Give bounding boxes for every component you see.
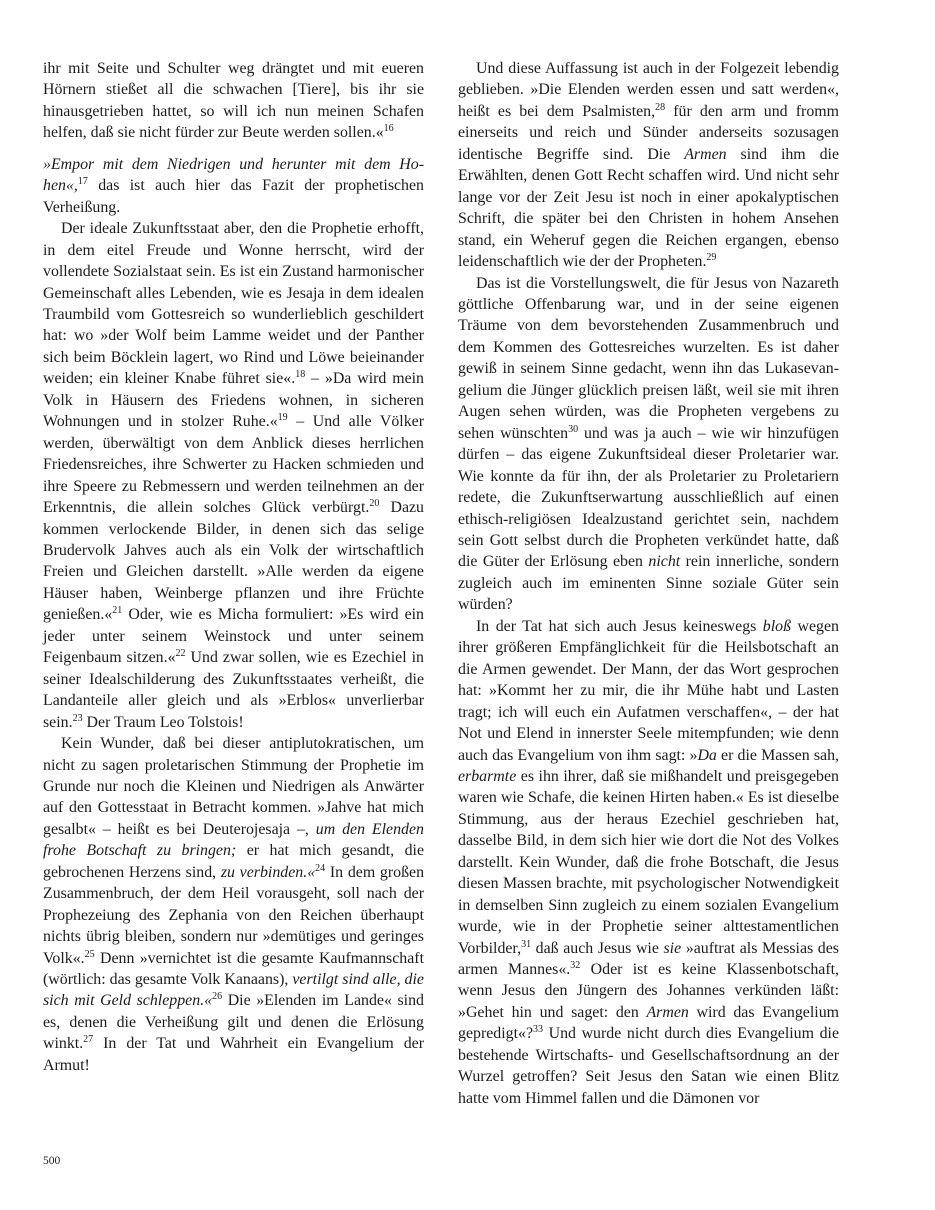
italic-text: Armen (684, 145, 727, 163)
italic-text: »Empor mit dem Niedrigen und herunter mit dem Hohen«, (43, 155, 424, 195)
italic-text: erbarmte (458, 767, 517, 785)
text-run: daß auch Jesus wie (531, 939, 664, 957)
footnote-marker: 29 (706, 252, 717, 264)
text-run: »auftrat als Messias des armen Mannes«. (458, 939, 839, 979)
italic-text: nicht (648, 553, 681, 571)
paragraph (43, 154, 424, 218)
paragraph (43, 218, 424, 733)
italic-text: zu verbinden.« (220, 863, 316, 881)
text-run: rein innerliche, sondern zugleich auch im eminenten Sinne soziale Güter sein würden? (458, 553, 840, 614)
text-run: Dazu kommen verlockende Bilder, in denen sich das selige Brudervolk Jahves auch als ein Volk der wirtschaftlich Freien und Gleichen darstellt. »Alle werden da eigene Häuser haben, Weinberge pflanzen und ihre Früchte genießen.« (43, 499, 425, 624)
text-run: wird das Evangelium gepredigt«? (458, 1003, 839, 1043)
text-run: In der Tat und Wahrheit ein Evangelium der Armut! (43, 1035, 424, 1074)
footnote-marker: 26 (212, 991, 223, 1003)
text-run: Und zwar sollen, wie es Ezechiel in seiner Idealschilderung des Zukunftsstaates verheißt, die Landanteile aller gleich und als »Erblos« unverlierbar sein. (43, 649, 424, 731)
text-run: sind ihm die Erwählten, denen Gott Recht schaffen wird. Und nicht sehr lange vor der Zeit Jesu ist noch in einer apokalyptischen Schrift, die später bei den Christen in hohem Ansehen stand, ein Weheruf gegen die Reichen ergangen, ebenso leidenschaftlich wie der der Propheten. (458, 145, 840, 271)
text-run: – Und alle Völker werden, überwältigt von dem Anblick dieses herrlichen Friedensreiches, ihre Schwerter zu Hacken schmieden und ihre Speere zu Rebmessern und werden teilnehmen an der Erkenntnis, die allein solches Glück verbürgt. (43, 413, 424, 517)
footnote-marker: 23 (72, 712, 83, 724)
footnote-marker: 20 (369, 498, 380, 510)
italic-text: Da (697, 746, 717, 764)
footnote-marker: 28 (655, 101, 666, 113)
text-run: wegen ihrer größeren Empfänglichkeit für die Heilsbotschaft an die Armen gewendet. Der Mann, der das Wort gesprochen hat: »Kommt her zu mir, die ihr Mühe habt und Lasten tragt; ich will euch ein Aufatmen verschaffen«, – der hat Not und Elend in innerster Seele mitempfunden; wie denn auch das Evangelium von ihm sagt: » (458, 617, 839, 764)
footnote-marker: 16 (383, 123, 394, 135)
text-run: Kein Wunder, daß bei dieser antiplutokratischen, um nicht zu sagen proletarischen Stimmung der Prophetie im Grunde nur noch die Kleinen und Niedrigen als Anwärter auf den Gottesstaat in Betracht kommen. »Jahve hat mich gesalbt« – heißt es bei Deuterojesaja –, (43, 735, 424, 838)
left-column (43, 58, 424, 1076)
footnote-marker: 24 (315, 862, 326, 874)
text-run: Und wurde nicht durch dies Evangelium die bestehende Wirtschafts- und Gesellschaftsordnung an der Wurzel getroffen? Seit Jesus den Satan wie einen Blitz hatte vom Himmel fallen und die Dämonen vor (458, 1025, 839, 1107)
text-run: und was ja auch – wie wir hinzufügen dürfen – das eigene Zukunftsideal dieser Proletarier war. Wie konnte da für ihn, der als Proletarier zu Proletariern redete, die Zukunftserwartung ausschließlich auf einen ethisch-religiösen Idealzustand gerichtet sein, nachdem sein Gott selbst durch die Propheten verkündet hatte, daß die Güter der Erlösung eben (458, 424, 839, 571)
footnote-marker: 22 (175, 648, 186, 660)
paragraph (43, 733, 424, 1076)
italic-text: bloß (762, 617, 792, 635)
paragraph (458, 58, 839, 273)
text-run: für den arm und fromm einerseits und reich und Sünder anderseits sozusagen identische Begriffe sind. Die (458, 102, 839, 163)
text-run: Oder, wie es Micha formuliert: »Es wird ein jeder unter seinem Weinstock und unter seinem Feigenbaum sitzen.« (43, 606, 424, 667)
footnote-marker: 30 (568, 423, 579, 435)
italic-text: sie (663, 939, 682, 957)
text-run: Oder ist es keine Klassenbotschaft, wenn Jesus den Jüngern des Johannes verkünden läßt: »Gehet hin und saget: den (458, 961, 840, 1021)
italic-text: um den Elenden frohe Botschaft zu bringen; (43, 820, 424, 860)
paragraph (458, 616, 839, 1109)
text-run: Der ideale Zukunftsstaat aber, den die Prophetie erhofft, in dem eitel Freude und Wonne herrscht, wird der vollendete Sozialstaat sein. Es ist ein Zustand harmonischer Gemeinschaft alles Lebenden, wie es Jesaja in dem idealen Traumbild vom Gottesreich so wunderlieblich geschildert hat: wo »der Wolf beim Lamme weidet und der Panther sich beim Böcklein lagert, wo Rind und Löwe beieinander weiden; ein kleiner Knabe führet sie«. (43, 220, 424, 388)
italic-text: Armen (646, 1003, 689, 1021)
footnote-marker: 18 (295, 369, 306, 381)
text-run: er hat mich gesandt, die gebrochenen Herzens sind, (43, 842, 425, 881)
paragraph (458, 273, 839, 616)
text-run: Und diese Auffassung ist auch in der Folgezeit lebendig geblieben. »Die Elenden werden essen und satt werden«, heißt es bei dem Psalmisten, (458, 60, 839, 120)
text-run: er die Massen sah, (716, 746, 839, 764)
text-run: Der Traum Leo Tolstois! (82, 713, 244, 731)
text-run: In der Tat hat sich auch Jesus keineswegs (476, 617, 763, 635)
footnote-marker: 27 (83, 1034, 94, 1046)
footnote-marker: 19 (277, 412, 288, 424)
italic-text: vertilgt sind alle, die sich mit Geld schleppen.« (43, 971, 424, 1010)
text-run: In dem großen Zusammenbruch, der dem Heil vorausgeht, soll nach der Prophezeiung des Zephania von den Reichen überhaupt nichts übrig bleiben, sondern nur »demütiges und geringes Volk«. (43, 863, 425, 967)
footnote-marker: 25 (84, 948, 95, 960)
text-run: es ihn ihrer, daß sie mißhandelt und preisgegeben waren wie Schafe, die keinen Hirten haben.« Es ist dieselbe Stimmung, aus der heraus Ezechiel geschrieben hat, dasselbe Bild, in dem sich hier wie dort die Not des Volkes darstellt. Kein Wunder, daß die frohe Botschaft, die Jesus diesen Massen brachte, mit psychologischer Notwendigkeit in demselben Sinn zugleich zu einem sozialen Evangelium wurde, wie in der Prophetie seiner alttestamentlichen Vorbilder, (458, 767, 839, 957)
footnote-marker: 17 (77, 176, 88, 188)
text-run: das ist auch hier das Fazit der prophetischen Verheißung. (43, 177, 424, 216)
text-run: Das ist die Vorstellungswelt, die für Jesus von Nazareth göttliche Offenbarung war, und in der seine eigenen Träume von dem bevorstehenden Zusammenbruch und dem Kommen des Gottesreiches wurzelten. Es ist daher gewiß in seinem Sinne gedacht, wenn ihn das Lukasevangelium die Jünger glücklich preisen läßt, weil sie mit ihren Augen sehen würden, was die Propheten vergebens zu sehen wünschten (458, 274, 839, 442)
paragraph (43, 58, 424, 144)
footnote-marker: 32 (570, 960, 581, 972)
text-run: – »Da wird mein Volk in Häusern des Friedens wohnen, in sicheren Wohnungen und in stolzer Ruhe.« (43, 370, 424, 431)
text-run: Die »Elenden im Lande« sind es, denen die Verheißung gilt und denen die Erlösung winkt. (43, 992, 424, 1053)
text-run: Denn »vernichtet ist die gesamte Kaufmannschaft (wörtlich: das gesamte Volk Kanaans), (43, 949, 424, 989)
footnote-marker: 33 (533, 1024, 544, 1036)
footnote-marker: 21 (112, 605, 123, 617)
right-column (458, 58, 839, 1109)
footnote-marker: 31 (521, 938, 532, 950)
text-run: ihr mit Seite und Schulter weg drängtet und mit eueren Hörnern stießet all die schwachen [Tiere], bis ihr sie hinausgetrieben hattet, so will ich nun meinen Schafen helfen, daß sie nicht fürder zur Beute werden sollen.« (43, 60, 424, 142)
page-number: 500 (43, 1155, 61, 1167)
